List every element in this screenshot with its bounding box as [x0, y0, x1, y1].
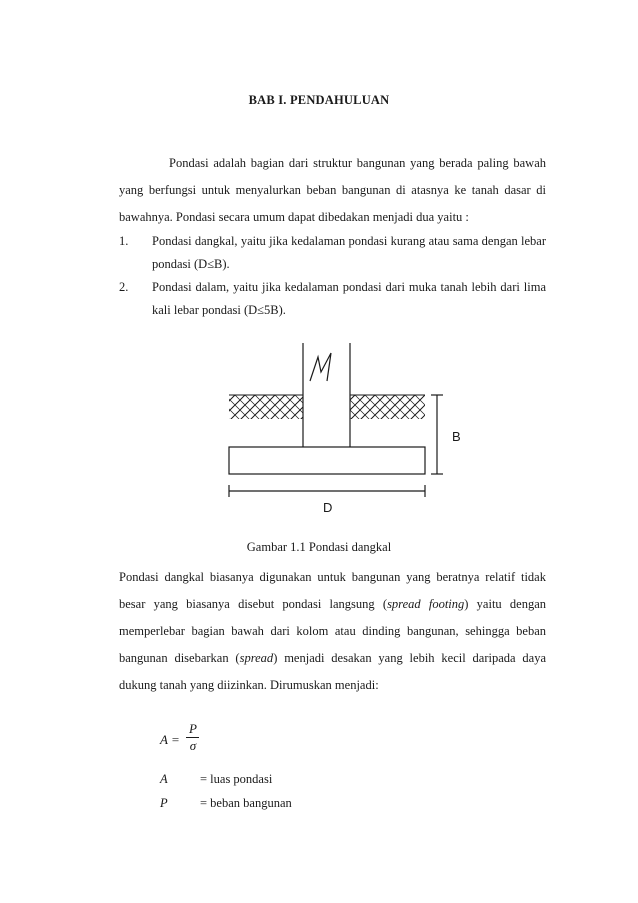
- chapter-title: BAB I. PENDAHULUAN: [248, 93, 390, 107]
- figure-caption: Gambar 1.1 Pondasi dangkal: [246, 540, 392, 554]
- body-emphasis: spread footing: [387, 597, 465, 611]
- body-text: ) yaitu dengan memperlebar bagian bawah dari kolom atau dinding bangunan, sehingga beban bangunan disebarkan (: [119, 597, 546, 665]
- formula-lhs: A =: [160, 732, 180, 747]
- foundation-type-list: [119, 230, 546, 326]
- list-number: 2.: [119, 280, 129, 294]
- formula-numerator: P: [189, 721, 197, 736]
- dimension-b: [431, 395, 443, 474]
- definition-text: = luas pondasi: [200, 772, 273, 786]
- definition-symbol: P: [160, 796, 168, 810]
- intro-paragraph: [119, 150, 546, 231]
- body-text: Pondasi dangkal biasanya digunakan untuk bangunan yang beratnya relatif tidak besar yang biasanya disebut pondasi langsung (: [119, 570, 546, 611]
- intro-text: Pondasi adalah bagian dari struktur bangunan yang berada paling bawah yang berfungsi untuk menyalurkan beban bangunan di atasnya ke tanah dasar di bawahnya. Pondasi secara umum dapat dibedakan menjadi dua yaitu :: [119, 156, 546, 224]
- list-item: [119, 276, 546, 322]
- definition-text: = beban bangunan: [200, 796, 292, 810]
- label-d: D: [323, 500, 333, 515]
- body-text: ) menjadi desakan yang lebih kecil daripada daya dukung tanah yang diizinkan. Dirumuskan menjadi:: [119, 651, 547, 692]
- formula-fraction: [186, 722, 200, 753]
- definition-symbol: A: [160, 772, 168, 786]
- foundation-column: [303, 343, 350, 447]
- formula-denominator: σ: [189, 738, 197, 753]
- label-b: B: [452, 429, 461, 444]
- dimension-d: [229, 485, 425, 497]
- list-text: Pondasi dalam, yaitu jika kedalaman pondasi dari muka tanah lebih dari lima kali lebar pondasi (D≤5B).: [152, 280, 546, 317]
- body-emphasis: spread: [239, 651, 274, 665]
- list-text: Pondasi dangkal, yaitu jika kedalaman pondasi kurang atau sama dengan lebar pondasi (D≤B).: [152, 234, 546, 271]
- shallow-foundation-figure: [0, 330, 638, 530]
- list-number: 1.: [119, 234, 129, 248]
- soil-hatch-left: [229, 395, 303, 419]
- soil-hatch-right: [350, 395, 425, 419]
- foundation-footing: [229, 447, 425, 474]
- list-item: [119, 230, 546, 276]
- body-paragraph: [119, 564, 546, 699]
